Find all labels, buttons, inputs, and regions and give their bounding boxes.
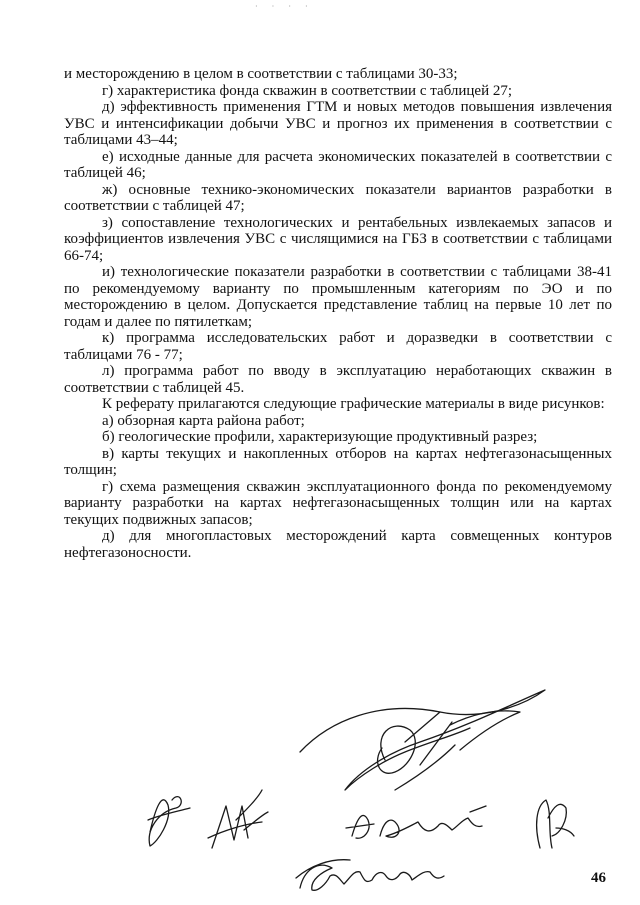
paragraph-zh: ж) основные технико-экономических показатели вариантов разработки в соответствии с таблицей 47; <box>64 181 612 214</box>
signature-center <box>346 806 486 838</box>
paragraph-continuation: и месторождению в целом в соответствии с таблицами 30-33; <box>64 66 458 82</box>
signature-right <box>537 800 574 848</box>
paragraph-z: з) сопоставление технологических и рентабельных извлекаемых запасов и коэффициентов извлечения УВС с числящимися на ГБЗ в соответствии с таблицами 66-74; <box>64 214 612 264</box>
paragraph-d: д) эффективность применения ГТМ и новых методов повышения извлечения УВС и интенсификации добычи УВС и прогноз их применения в соответствии с таблицами 43–44; <box>64 99 612 148</box>
paragraph-graphics-d: д) для многопластовых месторождений карта совмещенных контуров нефтегазоносности. <box>64 528 612 561</box>
signature-sweep-loop <box>378 712 455 790</box>
paragraph-g: г) характеристика фонда скважин в соответствии с таблицей 27; <box>102 82 513 99</box>
paragraph-graphics-intro: К реферату прилагаются следующие графические материалы в виде рисунков: <box>102 396 605 412</box>
signature-sweep <box>300 690 545 790</box>
signature-left-1 <box>149 797 181 846</box>
paragraph-k: к) программа исследовательских работ и доразведки в соответствии с таблицами 76 - 77; <box>64 330 612 363</box>
paragraph-graphics-v: в) карты текущих и накопленных отборов на картах нефтегазонасыщенных толщин; <box>64 445 612 478</box>
signature-bottom <box>296 860 444 891</box>
paragraph-graphics-g: г) схема размещения скважин эксплуатационного фонда по рекомендуемому варианту разработки на картах нефтегазонасыщенных толщин или на картах текущих подвижных запасов; <box>64 478 612 528</box>
paragraph-i: и) технологические показатели разработки в соответствии с таблицами 38-41 по рекомендуемому варианту по промышленным категориям по ЭО и по месторождению в целом. Допускается представление таблиц на первые 10 лет по годам и далее по пятилеткам; <box>64 264 612 330</box>
page-number: 46 <box>591 870 606 886</box>
paragraph-e: е) исходные данные для расчета экономических показателей в соответствии с таблицей 46; <box>64 148 612 181</box>
paragraph-l: л) программа работ по вводу в эксплуатацию неработающих скважин в соответствии с таблицей 45. <box>64 363 612 396</box>
paragraph-graphics-a: а) обзорная карта района работ; <box>102 412 305 429</box>
scan-specks: · · · · <box>255 2 314 11</box>
paragraph-graphics-b: б) геологические профили, характеризующие продуктивный разрез; <box>102 429 538 445</box>
signature-left-2 <box>208 790 268 848</box>
